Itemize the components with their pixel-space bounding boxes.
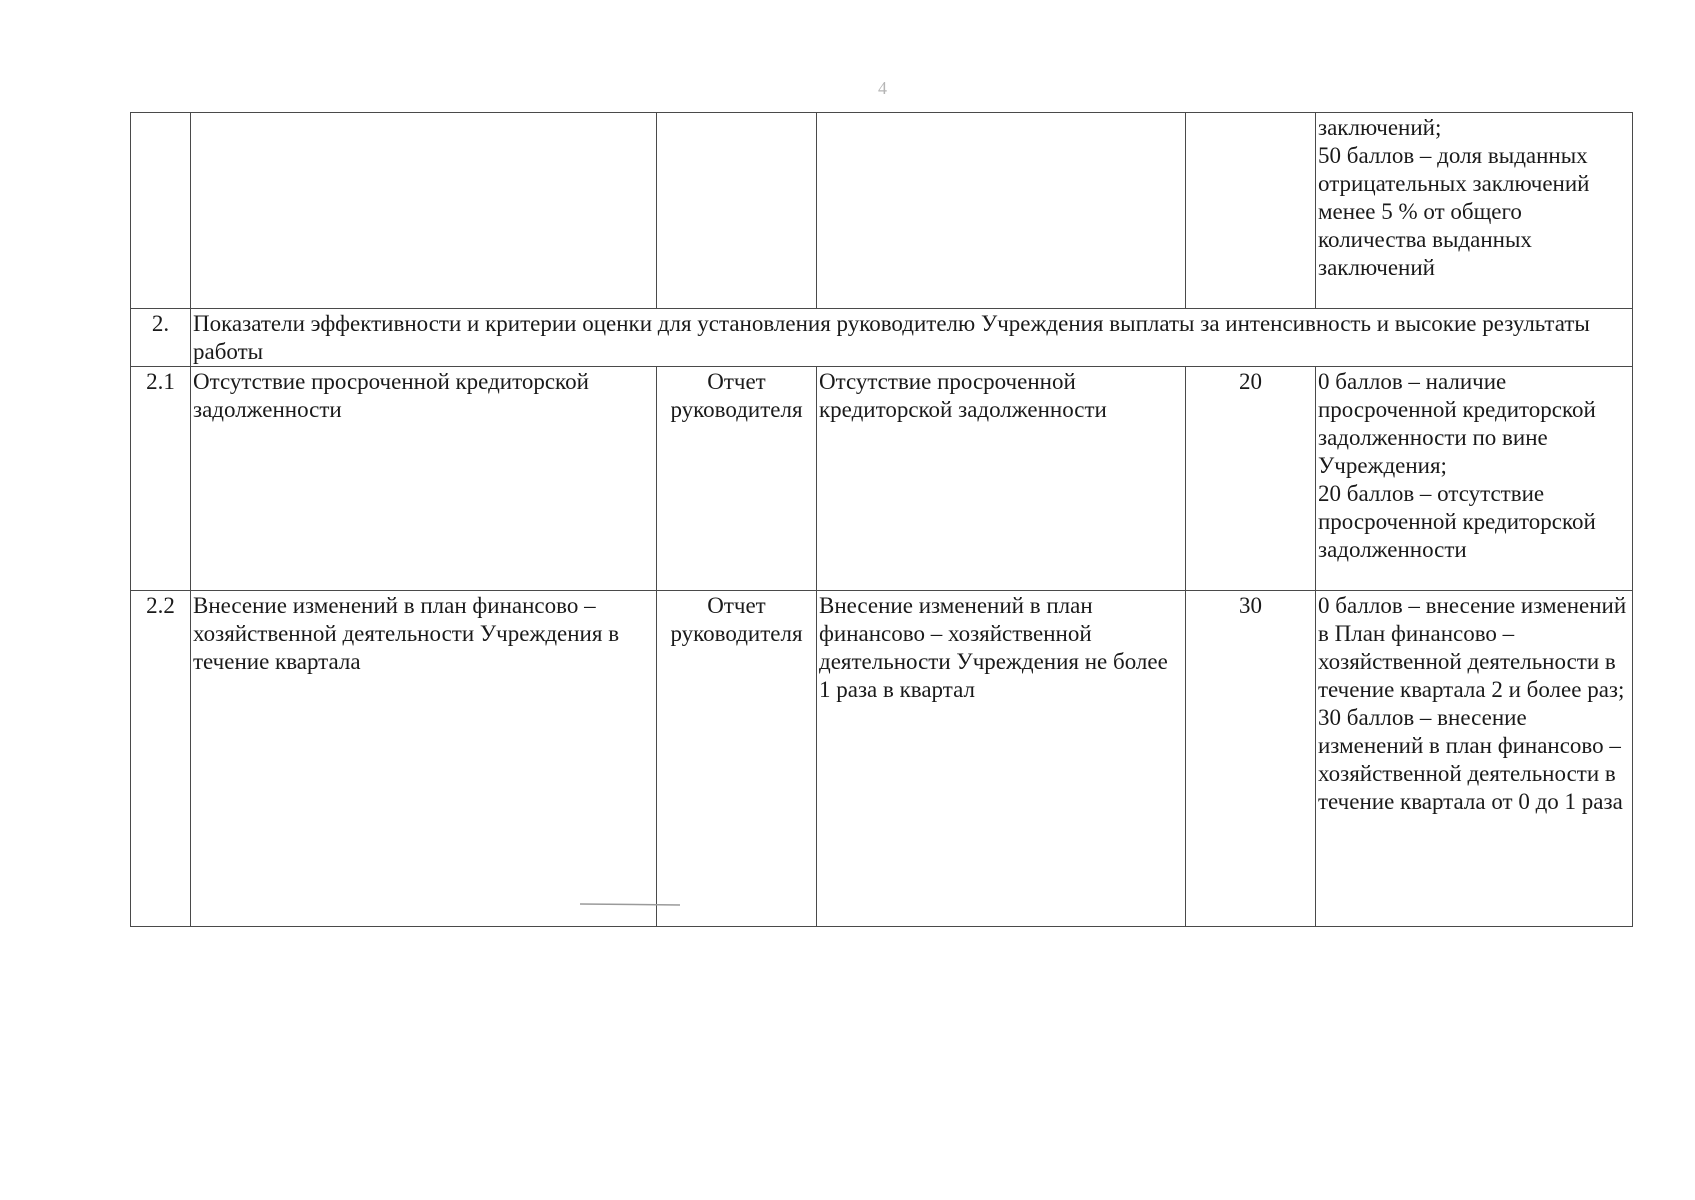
cell-criterion: Внесение изменений в план финансово – хозяйственной деятельности Учреждения не более 1 раза в квартал bbox=[817, 591, 1186, 927]
cell-scoring: заключений; 50 баллов – доля выданных отрицательных заключений менее 5 % от общего количества выданных заключений bbox=[1316, 113, 1633, 309]
cell-max-score bbox=[1186, 113, 1316, 309]
cell-max-score: 30 bbox=[1186, 591, 1316, 927]
cell-criterion: Отсутствие просроченной кредиторской задолженности bbox=[817, 367, 1186, 591]
table-section-row bbox=[131, 309, 1633, 367]
cell-source: Отчет руководителя bbox=[657, 591, 817, 927]
section-title: Показатели эффективности и критерии оценки для установления руководителю Учреждения выплаты за интенсивность и высокие результаты работы bbox=[191, 309, 1633, 367]
cell-indicator: Отсутствие просроченной кредиторской задолженности bbox=[191, 367, 657, 591]
cell-num bbox=[131, 113, 191, 309]
table-row bbox=[131, 367, 1633, 591]
section-number: 2. bbox=[131, 309, 191, 367]
cell-indicator bbox=[191, 113, 657, 309]
page-number: 4 bbox=[878, 78, 887, 98]
cell-criterion bbox=[817, 113, 1186, 309]
criteria-table bbox=[130, 112, 1633, 927]
cell-max-score: 20 bbox=[1186, 367, 1316, 591]
cell-scoring: 0 баллов – наличие просроченной кредиторской задолженности по вине Учреждения; 20 баллов – отсутствие просроченной кредиторской задолженности bbox=[1316, 367, 1633, 591]
scan-mark bbox=[580, 903, 680, 906]
cell-scoring: 0 баллов – внесение изменений в План финансово – хозяйственной деятельности в течение квартала 2 и более раз; 30 баллов – внесение изменений в план финансово – хозяйственной деятельности в течение квартала от 0 до 1 раза bbox=[1316, 591, 1633, 927]
cell-indicator: Внесение изменений в план финансово – хозяйственной деятельности Учреждения в течение квартала bbox=[191, 591, 657, 927]
cell-num: 2.2 bbox=[131, 591, 191, 927]
cell-num: 2.1 bbox=[131, 367, 191, 591]
cell-source: Отчет руководителя bbox=[657, 367, 817, 591]
cell-source bbox=[657, 113, 817, 309]
table-row-continuation bbox=[131, 113, 1633, 309]
table-row bbox=[131, 591, 1633, 927]
